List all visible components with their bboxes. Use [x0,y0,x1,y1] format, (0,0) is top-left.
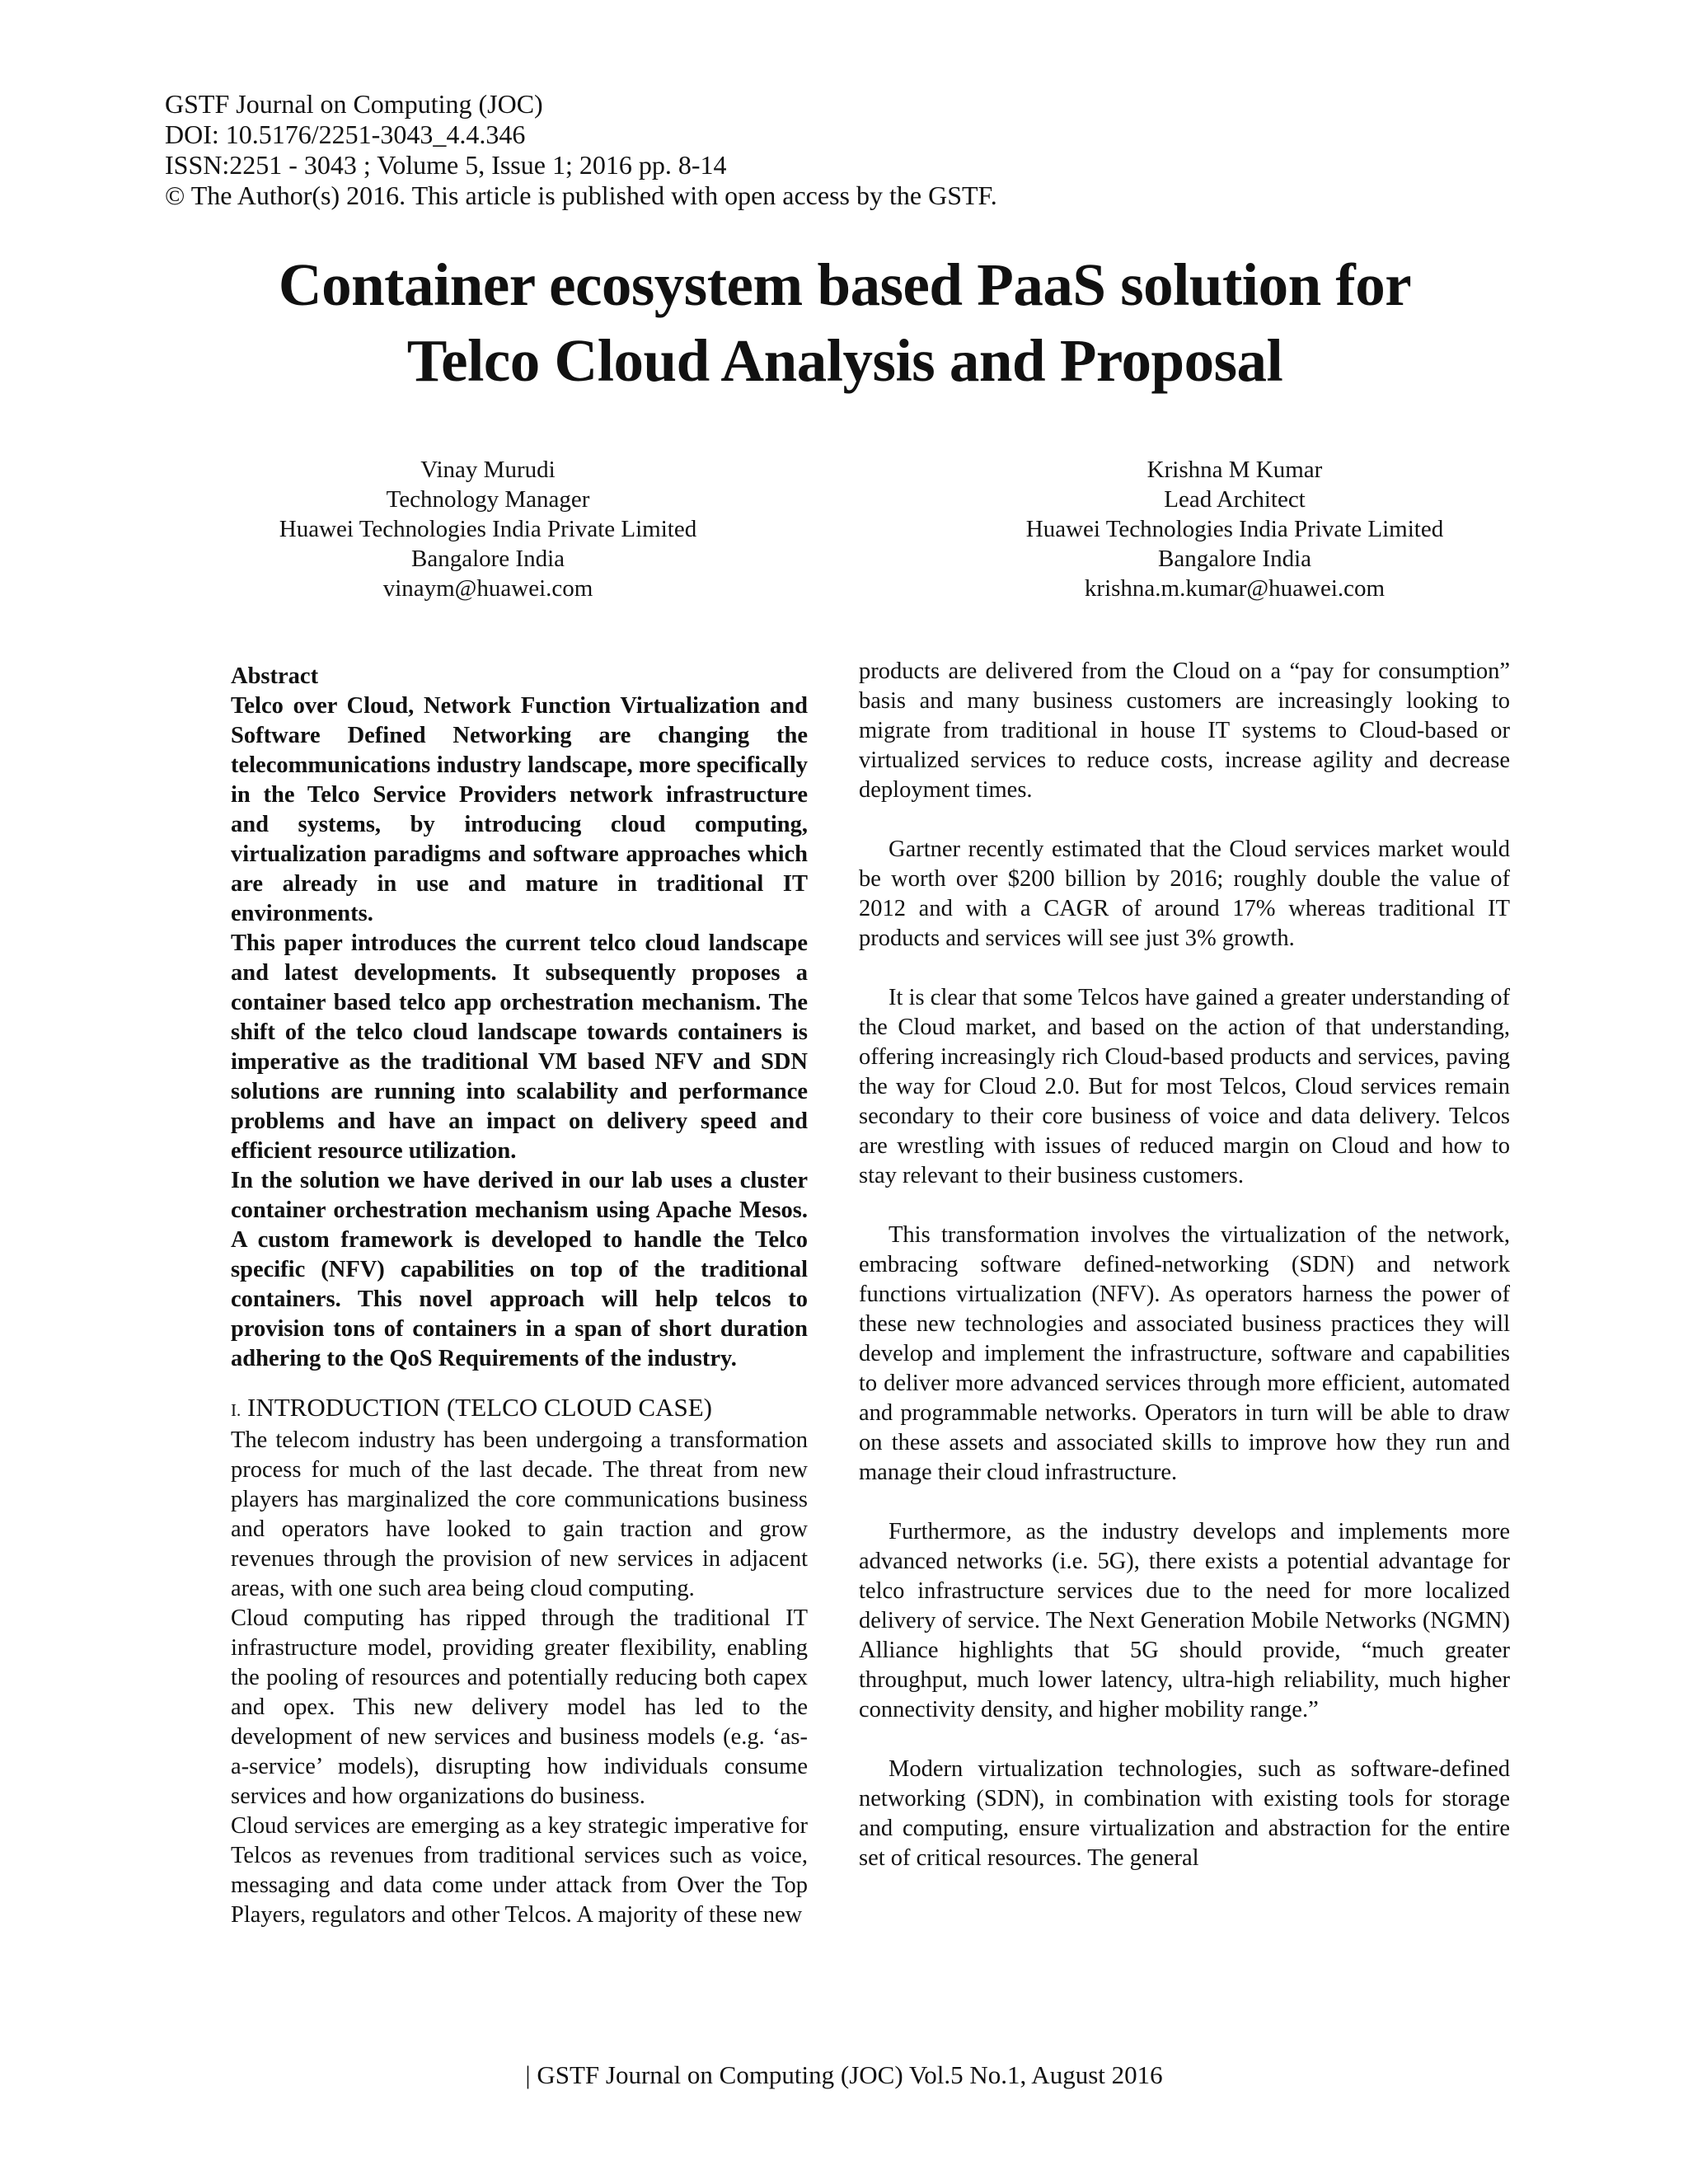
journal-copyright: © The Author(s) 2016. This article is published with open access by the GSTF. [165,180,997,210]
journal-doi: DOI: 10.5176/2251-3043_4.4.346 [165,120,526,149]
body-paragraph: Gartner recently estimated that the Cloud services market would be worth over $200 billion by 2016; roughly double the value of 2012 and with a CAGR of around 17% whereas traditional IT products and services will see just 3% growth. [859,837,1510,951]
author-org: Huawei Technologies India Private Limited [1025,516,1444,542]
page-footer: | GSTF Journal on Computing (JOC) Vol.5 No.1, August 2016 [525,2060,1163,2089]
author-email: krishna.m.kumar@huawei.com [1084,575,1386,602]
body-paragraph: This transformation involves the virtualization of the network, embracing software defined-networking (SDN) and network functions virtualization (NFV). As operators harness the power of these new technologies and associated business practices they will develop and implement the infrastructure, software and capabilities to deliver more advanced services through more efficient, automated and programmable networks. Operators in turn will be able to draw on these assets and associated skills to improve how they run and manage their cloud infrastructure. [859,1222,1510,1485]
journal-info [165,89,997,211]
author-location: Bangalore India [410,546,565,572]
paper-title-line-2: Telco Cloud Analysis and Proposal [406,327,1283,394]
author-name: Krishna M Kumar [1146,457,1323,483]
author-name: Vinay Murudi [420,457,556,483]
right-column [859,657,1510,1873]
section-heading-introduction [231,1392,808,1426]
author-email: vinaym@huawei.com [382,575,593,602]
body-paragraph: Cloud computing has ripped through the traditional IT infrastructure model, providing greater flexibility, enabling the pooling of resources and potentially reducing both capex and opex. This new delivery model has led to the development of new services and business models (e.g. ‘as-a-service’ models), disrupting how individuals consume services and how organizations do business. [231,1605,808,1809]
body-paragraph: products are delivered from the Cloud on a “pay for consumption” basis and many business customers are increasingly looking to migrate from traditional in house IT systems to Cloud-based or virtualized services to reduce costs, increase agility and decrease deployment times. [859,658,1510,803]
abstract-paragraph: This paper introduces the current telco cloud landscape and latest developments. It subsequently proposes a container based telco app orchestration mechanism. The shift of the telco cloud landscape towards containers is imperative as the traditional VM based NFV and SDN solutions are running into scalability and performance problems and have an impact on delivery speed and efficient resource utilization. [231,930,808,1164]
body-paragraph: Furthermore, as the industry develops and implements more advanced networks (i.e. 5G), there exists a potential advantage for telco infrastructure services due to the need for more localized delivery of service. The Next Generation Mobile Networks (NGMN) Alliance highlights that 5G should provide, “much greater throughput, much lower latency, ultra-high reliability, much higher connectivity density, and higher mobility range.” [859,1519,1510,1722]
author-location: Bangalore India [1157,546,1311,572]
paper-title [115,247,1574,399]
left-column [231,662,808,1930]
journal-name: GSTF Journal on Computing (JOC) [165,89,543,119]
abstract [231,662,808,1374]
body-paragraph: It is clear that some Telcos have gained a greater understanding of the Cloud market, and based on the action of that understanding, offering increasingly rich Cloud-based products and services, paving the way for Cloud 2.0. But for most Telcos, Cloud services remain secondary to their core business of voice and data delivery. Telcos are wrestling with issues of reduced margin on Cloud and how to stay relevant to their business customers. [859,985,1510,1188]
abstract-paragraph: In the solution we have derived in our lab uses a cluster container orchestration mechanism using Apache Mesos. A custom framework is developed to handle the Telco specific (NFV) capabilities on top of the traditional containers. This novel approach will help telcos to provision tons of containers in a span of short duration adhering to the QoS Requirements of the industry. [231,1168,808,1371]
author-org: Huawei Technologies India Private Limited [279,516,697,542]
body-paragraph: The telecom industry has been undergoing a transformation process for much of the last decade. The threat from new players has marginalized the core communications business and operators have looked to gain traction and grow revenues through the provision of new services in adjacent areas, with one such area being cloud computing. [231,1427,808,1601]
journal-issn: ISSN:2251 - 3043 ; Volume 5, Issue 1; 2016 pp. 8-14 [165,150,727,180]
author-role: Lead Architect [1164,486,1306,513]
body-paragraph: Modern virtualization technologies, such as software-defined networking (SDN), in combination with existing tools for storage and computing, ensure virtualization and abstraction for the entire set of critical resources. The general [859,1756,1510,1871]
paper-title-line-1: Container ecosystem based PaaS solution for [278,251,1412,318]
section-number: I. [231,1400,241,1420]
section-title: INTRODUCTION (TELCO CLOUD CASE) [247,1393,712,1422]
author-block-1 [199,455,776,603]
abstract-paragraph: Telco over Cloud, Network Function Virtualization and Software Defined Networking are changing the telecommunications industry landscape, more specifically in the Telco Service Providers network infrastructure and systems, by introducing cloud computing, virtualization paradigms and software approaches which are already in use and mature in traditional IT environments. [231,693,808,926]
author-block-2 [946,455,1523,603]
body-paragraph: Cloud services are emerging as a key strategic imperative for Telcos as revenues from traditional services such as voice, messaging and data come under attack from Over the Top Players, regulators and other Telcos. A majority of these new [231,1813,808,1928]
author-role: Technology Manager [386,486,590,513]
abstract-label: Abstract [231,663,319,689]
